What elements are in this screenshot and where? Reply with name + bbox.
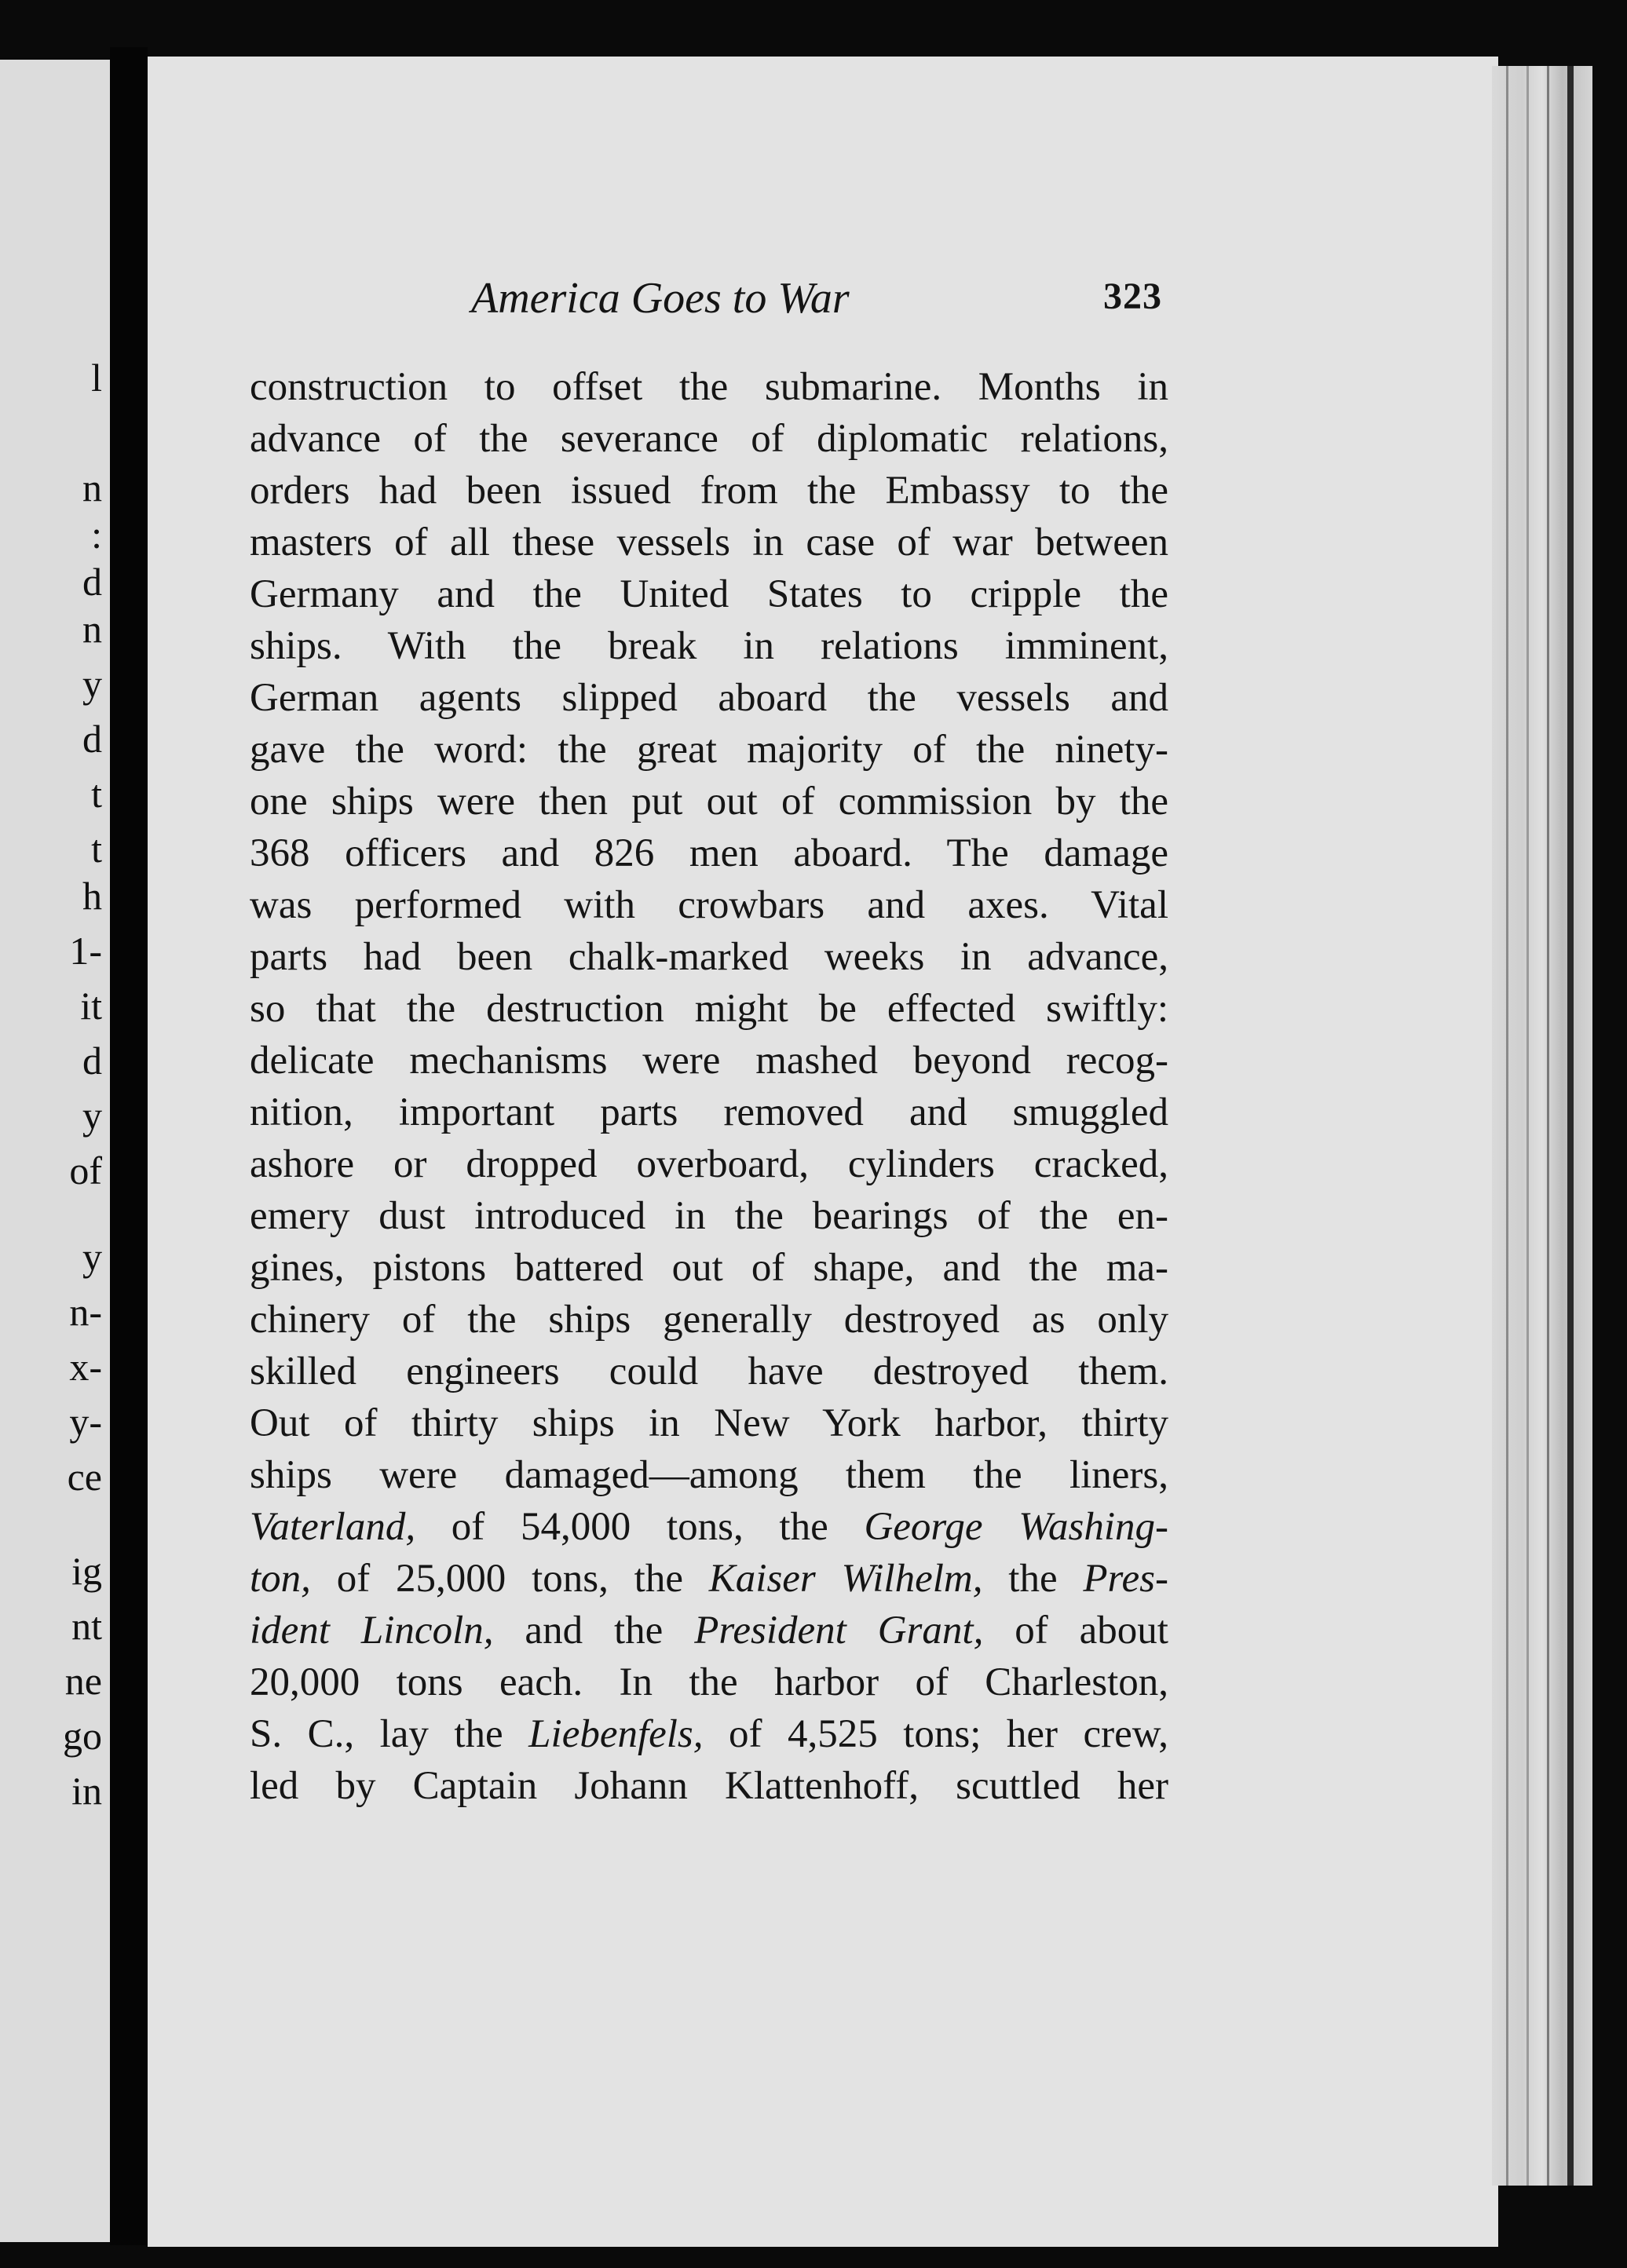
facing-page-fragment: go <box>63 1714 102 1758</box>
facing-page-fragment: t <box>91 772 102 816</box>
facing-page-fragment: y <box>82 1235 102 1279</box>
text-line: ashore or dropped overboard, cylinders cracked, <box>250 1142 1168 1186</box>
facing-page-fragment: y <box>82 1094 102 1138</box>
text-line: Out of thirty ships in New York harbor, thirty <box>250 1401 1168 1445</box>
text-line: construction to offset the submarine. Months in <box>250 365 1168 409</box>
ship-name: Kaiser Wilhelm, <box>708 1557 983 1601</box>
text-line: so that the destruction might be effected swiftly: <box>250 987 1168 1031</box>
text-line: ident Lincoln, and the President Grant, of about <box>250 1609 1168 1653</box>
ship-name: Vaterland, <box>250 1505 416 1549</box>
running-title: America Goes to War <box>471 274 850 323</box>
text-line: ton, of 25,000 tons, the Kaiser Wilhelm, the Pres- <box>250 1557 1168 1601</box>
facing-page-fragment: it <box>80 984 102 1028</box>
facing-page-fragment: ig <box>71 1549 102 1593</box>
facing-page-fragment: y- <box>69 1400 102 1444</box>
text-line: ships. With the break in relations imminent, <box>250 624 1168 668</box>
page-edges <box>1492 66 1592 2186</box>
page-number: 323 <box>1103 276 1162 317</box>
facing-page-fragment: in <box>71 1769 102 1813</box>
facing-page-fragment: t <box>91 827 102 871</box>
facing-page-fragment: : <box>91 513 102 557</box>
facing-page-fragment: d <box>82 560 102 604</box>
text-line: delicate mechanisms were mashed beyond recog- <box>250 1039 1168 1083</box>
book-gutter <box>110 47 148 2245</box>
ship-name: Pres- <box>1083 1557 1168 1601</box>
facing-page-fragment: n <box>82 607 102 651</box>
ship-name: ident Lincoln, <box>250 1609 494 1653</box>
text-line: gave the word: the great majority of the ninety- <box>250 728 1168 772</box>
text-line: advance of the severance of diplomatic relations, <box>250 417 1168 461</box>
text-line: German agents slipped aboard the vessels and <box>250 676 1168 720</box>
text-line: led by Captain Johann Klattenhoff, scuttled her <box>250 1764 1168 1808</box>
facing-page-fragment: x- <box>69 1345 102 1389</box>
ship-name: President Grant, <box>694 1609 984 1653</box>
facing-page-fragment: n- <box>69 1290 102 1334</box>
text-line: orders had been issued from the Embassy to the <box>250 469 1168 513</box>
text-line: gines, pistons battered out of shape, and the ma- <box>250 1246 1168 1290</box>
text-line: one ships were then put out of commission by the <box>250 780 1168 824</box>
text-line: nition, important parts removed and smuggled <box>250 1090 1168 1134</box>
body-text <box>250 361 1168 1812</box>
facing-page-fragment: h <box>82 874 102 918</box>
text-line: parts had been chalk-marked weeks in advance, <box>250 935 1168 979</box>
facing-page-fragment: l <box>91 356 102 400</box>
text-line: Germany and the United States to cripple the <box>250 572 1168 616</box>
ship-name: George Washing- <box>864 1505 1169 1549</box>
facing-page-fragment: ne <box>64 1659 102 1703</box>
text-line: skilled engineers could have destroyed them. <box>250 1349 1168 1393</box>
facing-page-fragment: of <box>69 1149 102 1192</box>
text-line: emery dust introduced in the bearings of the en- <box>250 1194 1168 1238</box>
text-line: Vaterland, of 54,000 tons, the George Washing- <box>250 1505 1169 1549</box>
text-line: 20,000 tons each. In the harbor of Charleston, <box>250 1660 1168 1704</box>
running-header <box>471 273 1162 328</box>
facing-page-fragment: ce <box>67 1455 102 1499</box>
facing-page-fragment: nt <box>71 1604 102 1648</box>
ship-name: ton, <box>250 1557 311 1601</box>
ship-name: Liebenfels, <box>528 1712 704 1756</box>
facing-page-text-fragments <box>0 60 118 2242</box>
text-line: was performed with crowbars and axes. Vital <box>250 883 1168 927</box>
facing-page-fragment: 1- <box>69 929 102 973</box>
facing-page-fragment: d <box>82 1039 102 1083</box>
text-line: masters of all these vessels in case of war between <box>250 520 1168 564</box>
facing-page-fragment: d <box>82 717 102 761</box>
text-line: ships were damaged—among them the liners, <box>250 1453 1168 1497</box>
text-line: S. C., lay the Liebenfels, of 4,525 tons; her crew, <box>250 1712 1168 1756</box>
facing-page <box>0 60 118 2242</box>
text-line: chinery of the ships generally destroyed as only <box>250 1298 1168 1342</box>
text-line: 368 officers and 826 men aboard. The damage <box>250 831 1168 875</box>
facing-page-fragment: y <box>82 662 102 706</box>
facing-page-fragment: n <box>82 466 102 509</box>
